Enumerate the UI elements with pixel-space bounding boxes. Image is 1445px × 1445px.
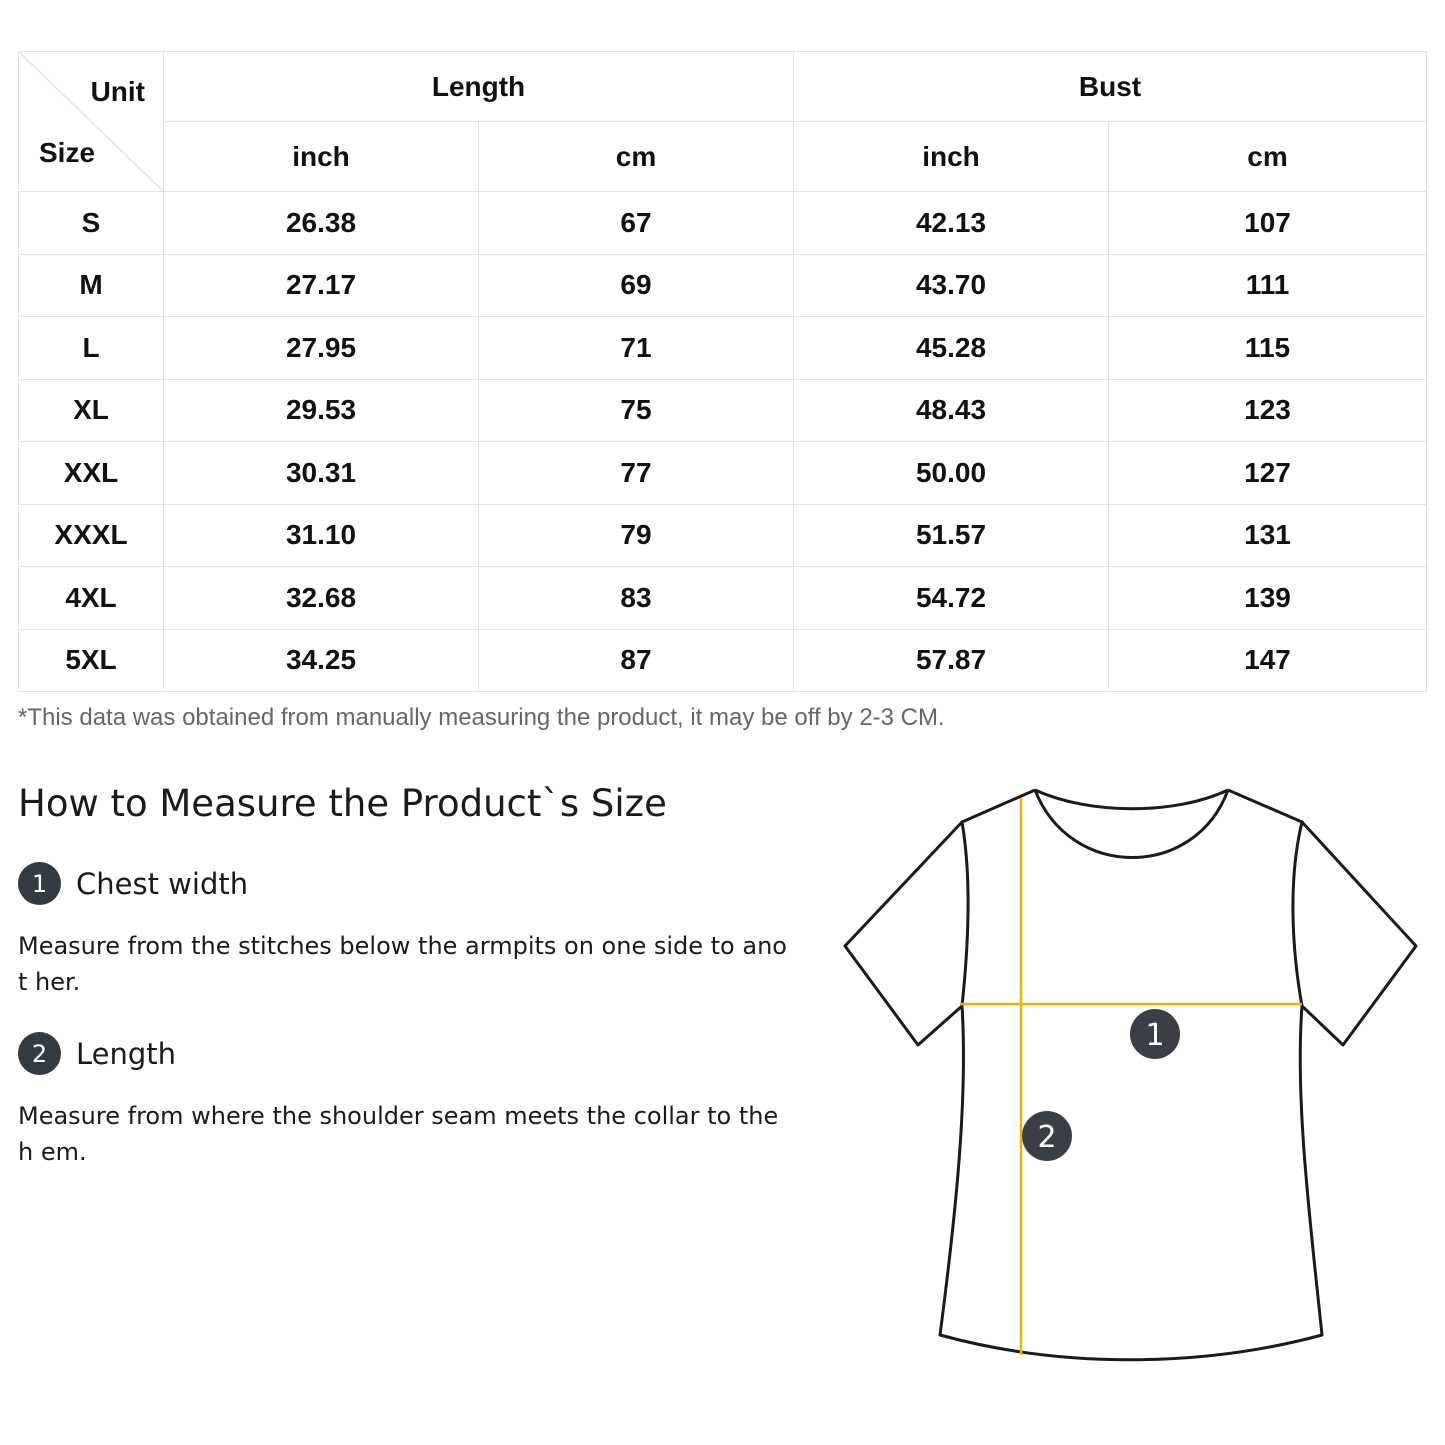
cell-bust-inch: 50.00 xyxy=(794,442,1109,505)
cell-length-cm: 75 xyxy=(479,379,794,442)
cell-bust-cm: 111 xyxy=(1109,254,1427,317)
corner-unit-label: Unit xyxy=(90,76,145,107)
cell-bust-inch: 48.43 xyxy=(794,379,1109,442)
measurement-note: *This data was obtained from manually measuring the product, it may be off by 2-3 CM. xyxy=(18,704,945,731)
cell-bust-inch: 45.28 xyxy=(794,317,1109,380)
cell-length-inch: 27.17 xyxy=(164,254,479,317)
cell-length-inch: 26.38 xyxy=(164,192,479,255)
cell-length-cm: 83 xyxy=(479,567,794,630)
step-chest-width xyxy=(18,862,248,905)
cell-length-cm: 71 xyxy=(479,317,794,380)
cell-size: XXXL xyxy=(19,504,164,567)
cell-size: L xyxy=(19,317,164,380)
length-marker-number: 2 xyxy=(1037,1120,1057,1155)
size-chart-table xyxy=(18,51,1427,692)
step-length xyxy=(18,1032,176,1075)
cell-length-inch: 29.53 xyxy=(164,379,479,442)
cell-length-cm: 79 xyxy=(479,504,794,567)
step-number-badge: 1 xyxy=(18,862,61,905)
step-description: Measure from where the shoulder seam meets the collar to the h em. xyxy=(18,1102,779,1166)
cell-bust-inch: 51.57 xyxy=(794,504,1109,567)
cell-size: XL xyxy=(19,379,164,442)
cell-bust-cm: 127 xyxy=(1109,442,1427,505)
cell-bust-cm: 123 xyxy=(1109,379,1427,442)
cell-length-inch: 31.10 xyxy=(164,504,479,567)
chest-marker-number: 1 xyxy=(1145,1018,1165,1053)
header-length-inch: inch xyxy=(164,122,479,192)
cell-bust-cm: 115 xyxy=(1109,317,1427,380)
cell-length-inch: 34.25 xyxy=(164,629,479,692)
table-row xyxy=(19,442,1427,505)
cell-bust-inch: 42.13 xyxy=(794,192,1109,255)
table-row xyxy=(19,317,1427,380)
cell-size: 4XL xyxy=(19,567,164,630)
cell-length-cm: 67 xyxy=(479,192,794,255)
corner-size-label: Size xyxy=(39,137,96,168)
cell-bust-cm: 139 xyxy=(1109,567,1427,630)
table-row xyxy=(19,379,1427,442)
cell-size: S xyxy=(19,192,164,255)
collar-inner xyxy=(1035,790,1228,809)
tshirt-outline xyxy=(845,790,1416,1360)
guide-title: How to Measure the Product`s Size xyxy=(18,782,667,825)
step-number-badge: 2 xyxy=(18,1032,61,1075)
header-bust-inch: inch xyxy=(794,122,1109,192)
table-row xyxy=(19,504,1427,567)
header-bust-cm: cm xyxy=(1109,122,1427,192)
right-armhole-seam xyxy=(1293,822,1302,1006)
corner-diagonal xyxy=(19,52,164,192)
size-rows xyxy=(19,192,1427,692)
left-armhole-seam xyxy=(962,822,968,1006)
corner-header xyxy=(19,52,164,192)
cell-bust-inch: 57.87 xyxy=(794,629,1109,692)
header-bust: Bust xyxy=(794,52,1427,122)
header-length-cm: cm xyxy=(479,122,794,192)
cell-length-inch: 32.68 xyxy=(164,567,479,630)
cell-length-cm: 77 xyxy=(479,442,794,505)
cell-size: M xyxy=(19,254,164,317)
cell-size: 5XL xyxy=(19,629,164,692)
cell-length-cm: 69 xyxy=(479,254,794,317)
cell-size: XXL xyxy=(19,442,164,505)
step-label: Chest width xyxy=(76,866,249,901)
cell-length-inch: 27.95 xyxy=(164,317,479,380)
cell-bust-cm: 131 xyxy=(1109,504,1427,567)
step-description: Measure from the stitches below the armpits on one side to anot her. xyxy=(18,932,787,996)
table-row xyxy=(19,567,1427,630)
table-row xyxy=(19,192,1427,255)
tshirt-diagram xyxy=(830,770,1430,1380)
table-row xyxy=(19,254,1427,317)
cell-length-cm: 87 xyxy=(479,629,794,692)
cell-length-inch: 30.31 xyxy=(164,442,479,505)
header-length: Length xyxy=(164,52,794,122)
cell-bust-cm: 107 xyxy=(1109,192,1427,255)
cell-bust-inch: 43.70 xyxy=(794,254,1109,317)
step-label: Length xyxy=(76,1036,177,1071)
cell-bust-inch: 54.72 xyxy=(794,567,1109,630)
cell-bust-cm: 147 xyxy=(1109,629,1427,692)
table-row xyxy=(19,629,1427,692)
